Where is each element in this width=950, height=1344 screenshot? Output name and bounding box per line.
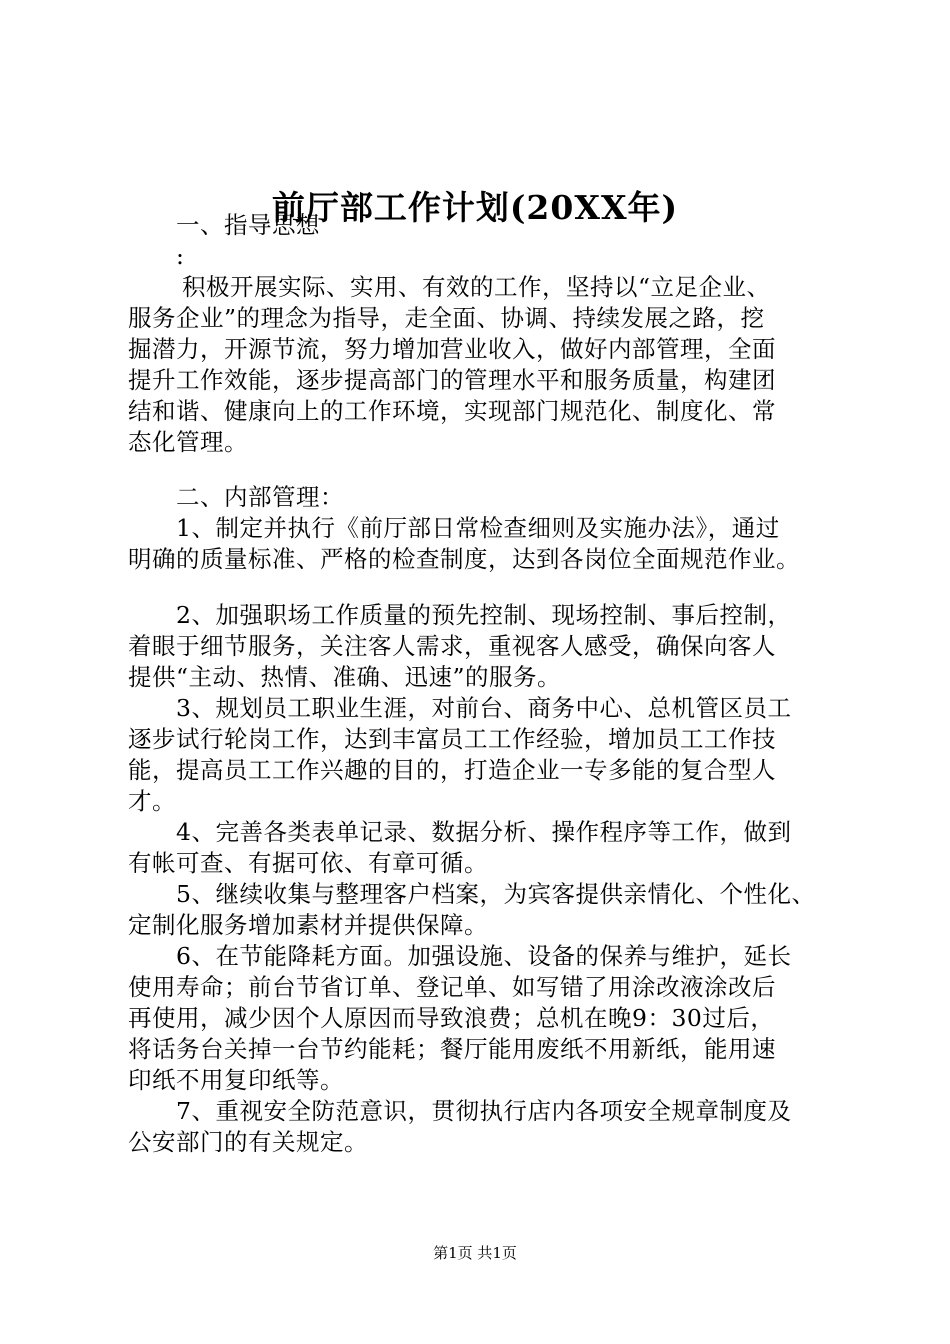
section-heading: 二、内部管理： <box>176 483 344 511</box>
paragraph-line: 提升工作效能，逐步提高部门的管理水平和服务质量，构建团 <box>128 366 776 394</box>
page-title: 前厅部工作计划(20XX年) <box>271 188 679 227</box>
paragraph-line: 态化管理。 <box>128 428 248 456</box>
list-item-line: 才。 <box>128 787 176 815</box>
list-item-line: 7、重视安全防范意识，贯彻执行店内各项安全规章制度及 <box>176 1097 792 1125</box>
section-guiding-ideology <box>128 210 838 458</box>
paragraph-line: 服务企业”的理念为指导，走全面、协调、持续发展之路，挖 <box>128 304 765 332</box>
section-heading: 一、指导思想 <box>176 211 320 239</box>
paragraph-line: 结和谐、健康向上的工作环境，实现部门规范化、制度化、常 <box>128 397 776 425</box>
list-items <box>128 600 838 1158</box>
list-item-line: 再使用，减少因个人原因而导致浪费；总机在晚9：30过后， <box>128 1004 775 1032</box>
list-item-line: 公安部门的有关规定。 <box>128 1128 368 1156</box>
list-item-line: 使用寿命；前台节省订单、登记单、如写错了用涂改液涂改后 <box>128 973 776 1001</box>
list-item-line: 印纸不用复印纸等。 <box>128 1066 344 1094</box>
list-item-line: 4、完善各类表单记录、数据分析、操作程序等工作，做到 <box>176 818 792 846</box>
list-item-line: 提供“主动、热情、准确、迅速”的服务。 <box>128 663 562 691</box>
list-item-line: 5、继续收集与整理客户档案，为宾客提供亲情化、个性化、 <box>176 880 816 908</box>
heading-colon: : <box>176 242 185 270</box>
list-item-line: 2、加强职场工作质量的预先控制、现场控制、事后控制， <box>176 601 792 629</box>
paragraph-line: 掘潜力，开源节流，努力增加营业收入，做好内部管理，全面 <box>128 335 776 363</box>
list-item-line: 能，提高员工工作兴趣的目的，打造企业一专多能的复合型人 <box>128 756 776 784</box>
list-item-line: 定制化服务增加素材并提供保障。 <box>128 911 488 939</box>
list-item-line: 将话务台关掉一台节约能耗；餐厅能用废纸不用新纸，能用速 <box>128 1035 776 1063</box>
list-item-line: 1、制定并执行《前厅部日常检查细则及实施办法》，通过 <box>176 514 780 542</box>
list-item-line: 着眼于细节服务，关注客人需求，重视客人感受，确保向客人 <box>128 632 776 660</box>
paragraph-line: 积极开展实际、实用、有效的工作，坚持以“立足企业、 <box>182 273 771 301</box>
list-item-line: 有帐可查、有据可依、有章可循。 <box>128 849 488 877</box>
list-item-line: 逐步试行轮岗工作，达到丰富员工工作经验，增加员工工作技 <box>128 725 776 753</box>
list-item-line: 3、规划员工职业生涯，对前台、商务中心、总机管区员工 <box>176 694 792 722</box>
list-item-line: 6、在节能降耗方面。加强设施、设备的保养与维护，延长 <box>176 942 792 970</box>
page-footer: 第1页 共1页 <box>433 1244 517 1262</box>
list-item-line: 明确的质量标准、严格的检查制度，达到各岗位全面规范作业。 <box>128 545 800 573</box>
section-internal-management <box>128 482 838 575</box>
